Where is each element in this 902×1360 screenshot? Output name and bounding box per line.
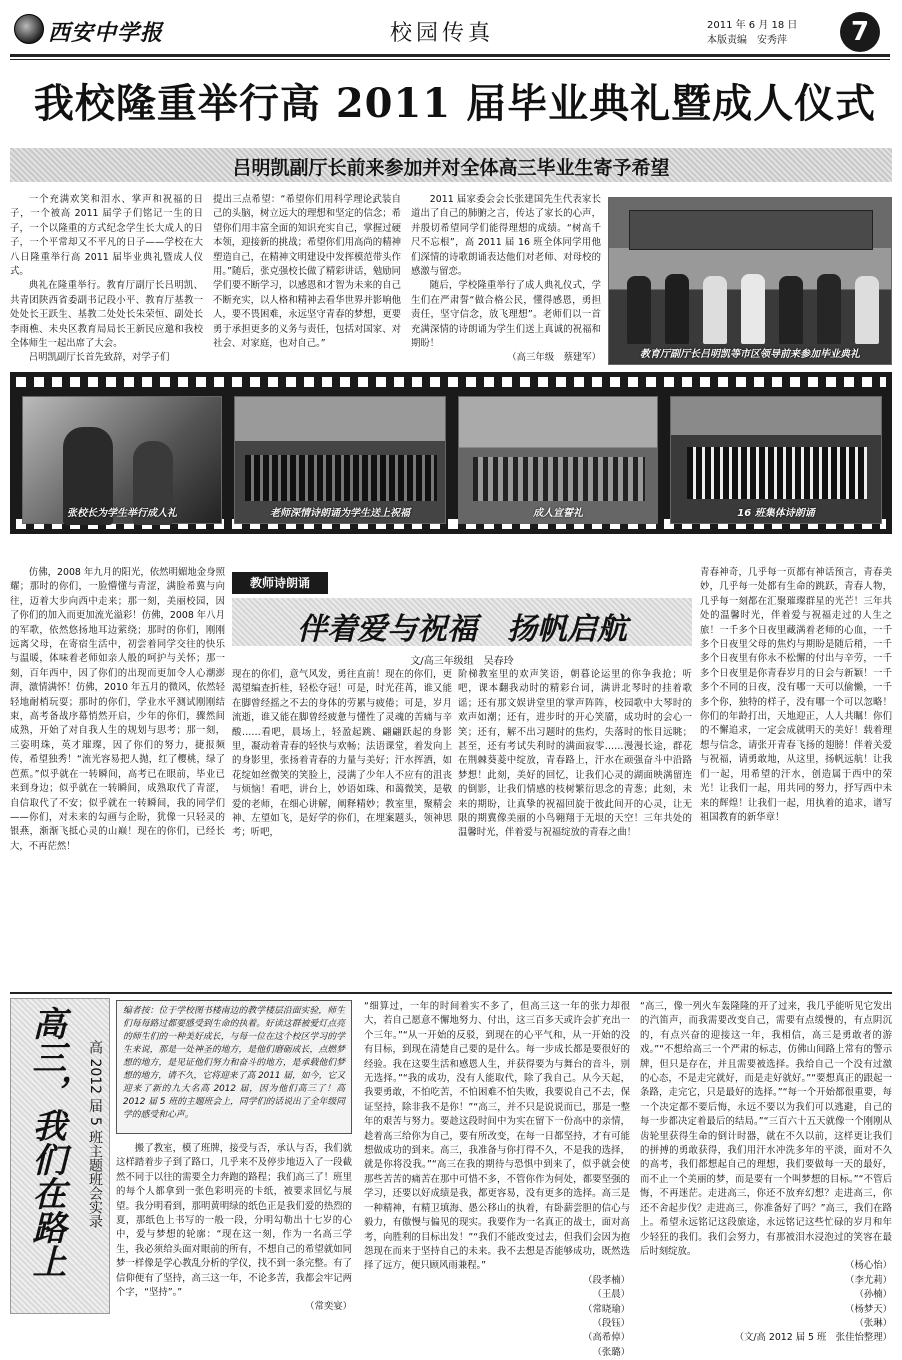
strip-photo-4: [670, 396, 882, 524]
person-figure: [627, 276, 651, 344]
article-byline: （文/高 2012 届 5 班 张佳怡整理）: [734, 1332, 892, 1344]
page-number-badge: [840, 12, 880, 52]
person-figure: [855, 276, 879, 344]
student-signature: （张璐）: [592, 1346, 630, 1358]
student-signature: （张琳）: [854, 1317, 892, 1329]
poem-text: 现在的你们，意气风发，勇往直前！现在的你们，更渴望编查折桂，轻松夺冠！可是，时光荏苒，谁又能在脚曾经摇之不去的身体的劳累与疲倦；可是，岁月流逝，谁又能在脚曾经疲惫与懂性了灵魂的苦痛与辛酸……看吧，晨场上，轻盈起跳、翩翩跃起的身影里，凝动着青春的轻快与欢畅；法语课堂，着发向上的身影里，张扬着青春的力量与美好；汗水挥洒，如花绽如丝微笑的笑脸上，浸满了少年人不应有的沮丧与烦恼！看吧，讲台上，妙语如珠、和蔼微笑，是敬爱的老师，在细心讲解，阐释精妙；教室里，聚精会神、左望如飞，是好学的你们，在埋案题头，领神思考；听吧，: [232, 669, 452, 839]
lead-paragraph: 典礼在隆重举行。教育厅副厅长吕明凯、共青团陕西省委副书记段小平、教育厅基教一处处长王跃生、基教二处处长朱荣恒、副处长李雨樵、未央区教育局局长王新民应邀和我校全体师生一起出席了大会。: [10, 280, 203, 350]
section-title: 校园传真: [390, 21, 495, 46]
lead-paragraph: 一个充满欢笑和泪水、掌声和祝福的日子，一个被高 2011 届学子们铭记一生的日子，一个以隆重的方式纪念学生长大成人的日子，一个平常却又不平凡的日子——学校在大八日隆重举行高 2011 届毕业典礼暨成人仪式。: [10, 194, 203, 278]
student-signature: （段钰）: [592, 1317, 630, 1329]
photo-caption: 张校长为学生举行成人礼: [67, 508, 177, 519]
lead-paragraph: 2011 届家委会会长张建国先生代表家长道出了自己的肺腑之言，传达了家长的心声，并殷切希望同学们能得理想的成绩。“树高千尺不忘根”，高 2011 届 16 班全体同学用他们深情的诗歌朗诵表达他们对老师、对母校的感激与留恋。: [411, 194, 601, 278]
photo-caption: 老师深情诗朗诵为学生送上祝福: [270, 508, 410, 519]
student-signature: （常晓瑜）: [583, 1303, 630, 1315]
lead-paragraph: 随后，学校隆重举行了成人典礼仪式，学生们在严肃誓“做合格公民，懂得感恩，勇担责任，坚守信念，放飞理想”。老师们以一首充满深情的诗朗诵为学生们送上真诚的祝福和期盼！: [411, 280, 601, 350]
class-left-col: [116, 1142, 352, 1314]
class-text: “高三，像一列火车轰隆隆的开了过来，我几乎能听见它发出的汽笛声，而我需要改变自己，需要有点缓慢的，有点阴沉的，有点兴奋的迎接这一年，我相信，高三是勇敢者的游戏。”“不想给高三一个严肃的标志，仿佛山间路上常有的警示牌，但只是存在，并且需要被选择。我给自己一个没有过激的心态，不是走完就好，而是走好就好。”“要想真正的跟起一条路，走完它，只是最好的选择。”“每一个开始都很重要，每一个决定都不要后悔，永远不要以为我们可以逃避，自己的每一步都决定着最后的结局。”“三百六十五天就像一个刚刚从齿轮里获得生命的倒计时器，就在不久以前，这样更让我们的拼搏的勇敢获得，我们用汗水冲洗多年的平淡，面对不久的高考，我们都想起自己的理想，我们要做每一天的最好，而不止一个美丽的梦，而是要有一个叫梦想的目标。”“不管后悔，不再迷茫。走进高三，你还不放弃幻想？走进高三，你还不舍起步伐？走进高三，你准备好了吗？”高三，我们在路上。希望永远铭记这段旅途，永远铭记这些忙碌的岁月和年少轻狂的我们。我们会努力，有那被泪水浸泡过的笑容在最后时刻绽放。: [640, 1001, 892, 1257]
choir-rows: [245, 455, 437, 501]
masthead-rule: [10, 54, 890, 57]
student-signature: （孙楠）: [854, 1289, 892, 1301]
film-perforations-top: [16, 377, 886, 387]
class-right-col: [640, 1000, 892, 1344]
photo-caption: 教育厅副厅长吕明凯等市区领导前来参加毕业典礼: [640, 349, 860, 360]
student-signature: （高希倬）: [583, 1332, 630, 1344]
student-signature: （王晨）: [592, 1289, 630, 1301]
issue-date: 2011 年 6 月 18 日: [707, 20, 798, 31]
newspaper-logo: 西安中学报: [48, 20, 164, 46]
student-signature: （杨梦天）: [845, 1303, 892, 1315]
strip-photo-2: [234, 396, 446, 524]
class-section-subtitle: 高 2012 届 5 班主题班会实录: [87, 1040, 103, 1229]
editor-note: 编者按：位于学校图书楼南边的教学楼层沿面实验，师生们每每路过都要感受到生命的执着。好读这群被爱灯点亮的师生们的一种美好成长，与每一位在这个校区学习的学生来说，那是一处神圣的地方，是他们磨砺成长，点燃梦想的地方，是见证他们努力和奋斗的地方，是承载他们梦想的地方，请不久，它将迎来了高 2011 届，如今，它又迎来了新的九大名高 2012 届，因为他们高三了！高 2012 届 5 班的主题班会上，同学们的话说出了全年级同学的感受和心声。: [123, 1006, 345, 1120]
person-figure: [779, 276, 803, 344]
poem-col1: [10, 566, 225, 986]
poem-text: 青春神奇，几乎每一页都有神话预言，青春美妙，几乎每一处都有生命的跳跃，青春人物，几乎每一刻都在汇聚璀璨群星的光芒！三年共处的温馨时光，伴着爱与祝福走过的人生之旅！一千多个日夜里藏满着老师的心血，一千多个日夜里父母的焦灼与期盼是随后稍，一千多个日夜里有你永不松懈的付出与辛劳，一千多个日夜里是你青春岁月的日会与新颖！一千多个不同的日夜，没有哪一天可以偷懒，一千多个你，独特的样子，没有哪一个可以忽略！你们的年龄打出，天地迎正，人人共瞩！你们的不懈追求，一定会成就明天的美好！载着理想与信念，请张开青春飞扬的翅膀！伴着关爱与祝福，请勇敢地，从这里，扬帆远航！让我们一起，用希望的汗水，创造属于西中的荣光！让我们一起，用共同的努力，抒写西中未来的辉煌！让我们一起，用执着的追求，谱写祖国教育的新华章！: [700, 567, 892, 823]
strip-photo-1: [22, 396, 222, 524]
poem-text: 阶梯教室里的欢声笑语，朝暮论运里的你争我抢；听吧，课本翻我动时的精彩台词，满讲北琴时的挂着歌谣；还有那文娱讲堂里的掌声阵阵，校园歌中大琴时的欢声如潮；还有，进步时的开心笑靥，成功时的会心一笑；还有，解不出习题时的焦灼，失落时的怅目远眺；甚至，还有考试失利时的满面寂零……漫漫长途，群花在荆棘葵菱中绽放，青春路上，汗水在顽强奋斗中沿路梦想！此刻，美好的回忆，让我们心灵的湖面映满留连的倒影，让我们情感的枝树繁衍思念的青葱；此刻，未来的期盼，让真挚的祝福回旋于彼此间开的心灵，让无限的期冀像美丽的小鸟翱翔于无垠的天空！三年共处的温馨时光，伴着爱与祝福绽放的青春之曲！: [458, 669, 692, 839]
student-signature: （常奕宴）: [305, 1301, 352, 1313]
person-figure: [703, 276, 727, 344]
poem-col2: [232, 668, 452, 986]
class-text: 搬了教室，模了班牌，接受与否，承认与否，我们就这样踏着步子到了路口，几乎来不及停步地迈入了一段截然不同于以往的需要全力奔跑的路程；我们高三了！班里的每个人都拿到一张色彩明亮的卡纸，被要求回忆与展望。我分明看到，那明黄明绿的纸色正是我们爱的热烈的夏，那纸色上书写的一般一段，分明勾勒出十七岁的心中，爱与梦想的轮廓：“现在这一刻，作为一名高三学生，我必须给头面对眼前的所有，不想自己的希望就如同梦一样像是学心教乱分析的学仪，找不到一条完整。有了信仰便有了坚持，高三这一年，不论多苦，我都会牢记两个字，“坚持”。”: [116, 1143, 352, 1299]
headline: 我校隆重举行高 2011 届毕业典礼暨成人仪式: [33, 80, 877, 127]
class-mid-col: [364, 1000, 630, 1358]
poem-col4: [700, 566, 892, 986]
page-number: 7: [850, 17, 870, 47]
section-divider: [10, 992, 892, 994]
student-rows: [473, 457, 645, 501]
poem-title: 伴着爱与祝福 扬帆启航: [297, 612, 627, 647]
photo-caption: 成人宣誓礼: [533, 508, 583, 519]
lead-article-col2: [213, 193, 401, 368]
poem-author: 文/高三年级组 吴春玲: [410, 656, 514, 667]
class-section-title: 高三，我们在路上: [26, 1006, 66, 1278]
stage-banner: [629, 210, 873, 250]
person-figure: [665, 274, 689, 344]
masthead-rule-thin: [10, 59, 890, 60]
lead-article-col3: [411, 193, 601, 368]
student-signature: （李尤莉）: [845, 1274, 892, 1286]
student-signature: （杨心怡）: [845, 1260, 892, 1272]
poem-label: [232, 572, 328, 594]
student-signature: （段孝楠）: [583, 1274, 630, 1286]
poem-col3: [458, 668, 692, 986]
lead-article-col1: [10, 193, 203, 368]
photo-caption: 16 班集体诗朗诵: [737, 508, 815, 519]
student-rows: [687, 447, 867, 499]
editor-note-box: [116, 1000, 352, 1134]
poem-text: 仿佛，2008 年九月的阳光，依然明媚地金身照耀；那时的你们，一脸懵懂与青涩，满脸希冀与向往，迈着大步向西中走来；那一刻，美丽校园，因了你们的加入而更加流光溢彩！仿佛，2008 年八月的军歌，依然悠扬地耳边萦绕；那时的你们，刚刚远离父母，在寄宿生活中，初尝着同学交往的快乐与温暖，体味着老师如亲人般的呵护与关怀；那一刻，百年西中，因了你们的出现而更加令人心潮澎湃，激情满怀！仿佛，2010 年五月的微风，依然轻轻地耐梢玩耍；那时的你们，学业水平测试刚刚结束，高考备战序幕悄然开启，少年的你们，骤然间成熟，开始了对自我人生的规划与思考；那一刻，三姿明珠，英才璀璨，因了你们的努力，捷报频传，希望独秀！“流光容易把人抛，红了樱桃，绿了芭蕉。”似乎就在一转瞬间，高考已在眼前，毕业已来到身边；似乎就在一转瞬间，成熟取代了青涩，自信取代了不安；似乎就在一转瞬间，我的同学们——你们，对未来的勾画与企盼，犹像一只轻灵的银燕，渐渐飞抵心灵的山巅！现在的你们，已经长大，不再茫然！: [10, 567, 225, 852]
class-text: “细算过，一年的时间着实不多了，但高三这一年的张力却很大，若自己愿意不懈地努力、付出，这三百多天或许会扩充出一个三年。”“从一开始的反驳，到现在的心平气和，从一开始的没有目标，到现在清楚自己要的是什么。每一步成长都是要很好的经验。我在这要生活和感恩人生，并获得要为与舞台的音斗，别无选择。”“我的成功，没有人能取代，除了我自己。从今天起，我要勇敢，不怕吃苦，不怕困难不怕失败，我要说自己不去，保证坚持，除非我不是你！”“高三，并不只是说说而已，那是一整年的艰苦与努力。要趁这段时间中为实在留下一份高中的亲情，趁着高三给你为自己，要有所改变，在每一日都坚持，才有可能想做成功的到来。高三，我准备与你打得不久，不是我的选择，就是你将没我。”“高三在我的期待与恐惧中到来了，似乎就会使那些苦苦的痛苦在那中可惜不多，不管你作为何处，都要坚强的学习，还要以好成绩是我，都更容易，没有更多的选择。高三是一种精神，有精卫填海、愚公移山的执着，有卧薪尝胆的信心与毅力，有傲慢与偏见的现实。我要作为一名真正的战士，面对高考，向胜利的目标出发！”“我们不能改变过去，但我们会因为抱怨现在而来于坚持自己的未来。我不去想是否能够成功，既然选择了远方，便只顾风雨兼程。”: [364, 1001, 630, 1272]
lead-paragraph: 提出三点希望：“希望你们用科学理论武装自己的头脑，树立远大的理想和坚定的信念；希望你们用丰富全面的知识充实自己，掌握过硬本领，迎接新的挑战；希望你们用高尚的精神塑造自己，在精神文明建设中发挥模范带头作用。”随后，张克强校长做了精彩讲话，勉励同学们要不断学习，以感恩和才智为未来的自己不断充实，以人格和精神去看华世界并影响他人，要不畏困难，永远坚守青春的梦想，更要勇于承担更多的义务与责任，包括对国家、对社会、对家庭，也对自己。”: [213, 194, 401, 350]
poem-label-text: 教师诗朗诵: [249, 576, 310, 590]
lead-paragraph: 吕明凯副厅长首先致辞，对学子们: [28, 352, 170, 364]
masthead: [0, 0, 902, 60]
person-figure: [817, 274, 841, 344]
lead-byline: （高三年级 蔡建军）: [507, 352, 601, 364]
page-editor: 本版责编 安秀萍: [707, 35, 787, 46]
globe-logo-icon: [14, 14, 44, 44]
strip-photo-3: [458, 396, 658, 524]
person-figure: [741, 274, 765, 344]
lead-photo: [608, 197, 892, 365]
subheadline: 吕明凯副厅长前来参加并对全体高三毕业生寄予希望: [232, 157, 670, 179]
